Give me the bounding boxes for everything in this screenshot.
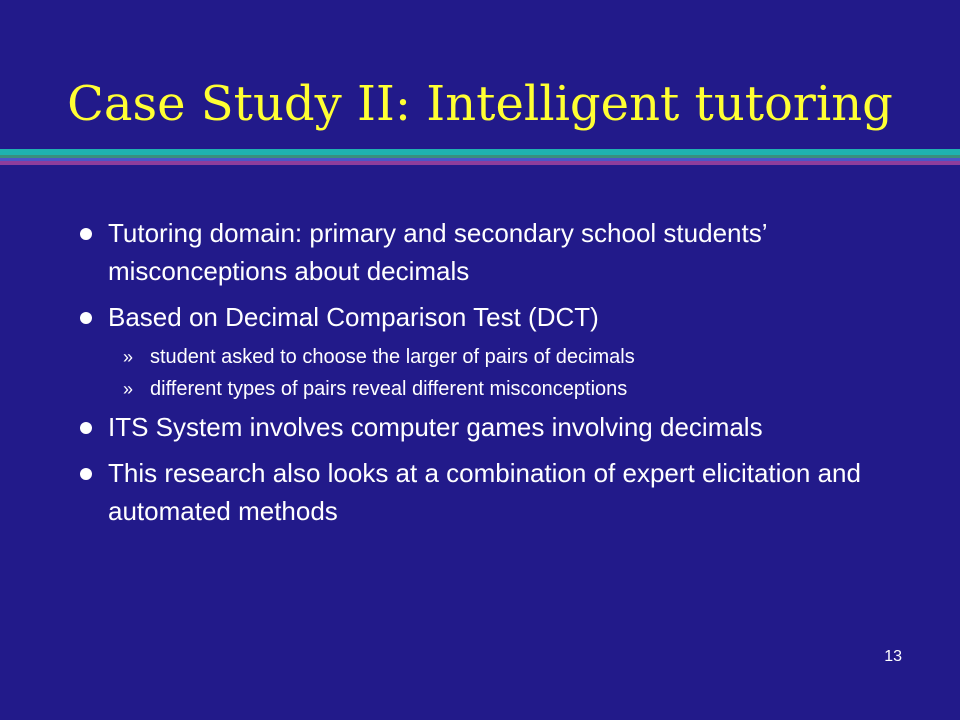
bullet-text: Based on Decimal Comparison Test (DCT) [108, 302, 599, 332]
sub-bullet-item [70, 374, 910, 404]
bullet-dot-icon [80, 422, 92, 434]
bullet-item [70, 454, 910, 530]
bullet-dot-icon [80, 312, 92, 324]
sub-bullet-text: different types of pairs reveal different misconceptions [150, 378, 628, 400]
title-divider-purple [0, 161, 960, 165]
sub-bullet-item [70, 342, 910, 372]
sub-bullet-marker: » [123, 347, 134, 367]
bullet-dot-icon [80, 228, 92, 240]
sub-bullet-marker: » [123, 379, 134, 399]
bullet-text: This research also looks at a combination of expert elicitation and automated methods [108, 458, 861, 526]
bullet-text: ITS System involves computer games involving decimals [108, 412, 763, 442]
bullet-item [70, 408, 910, 446]
bullet-item [70, 298, 910, 336]
slide-content [70, 214, 910, 538]
bullet-item [70, 214, 910, 290]
page-number: 13 [884, 648, 902, 665]
slide-title: Case Study II: Intelligent tutoring [67, 76, 893, 132]
bullet-dot-icon [80, 468, 92, 480]
sub-bullet-text: student asked to choose the larger of pairs of decimals [150, 346, 635, 368]
bullet-text: Tutoring domain: primary and secondary school students’ misconceptions about decimals [108, 218, 767, 286]
